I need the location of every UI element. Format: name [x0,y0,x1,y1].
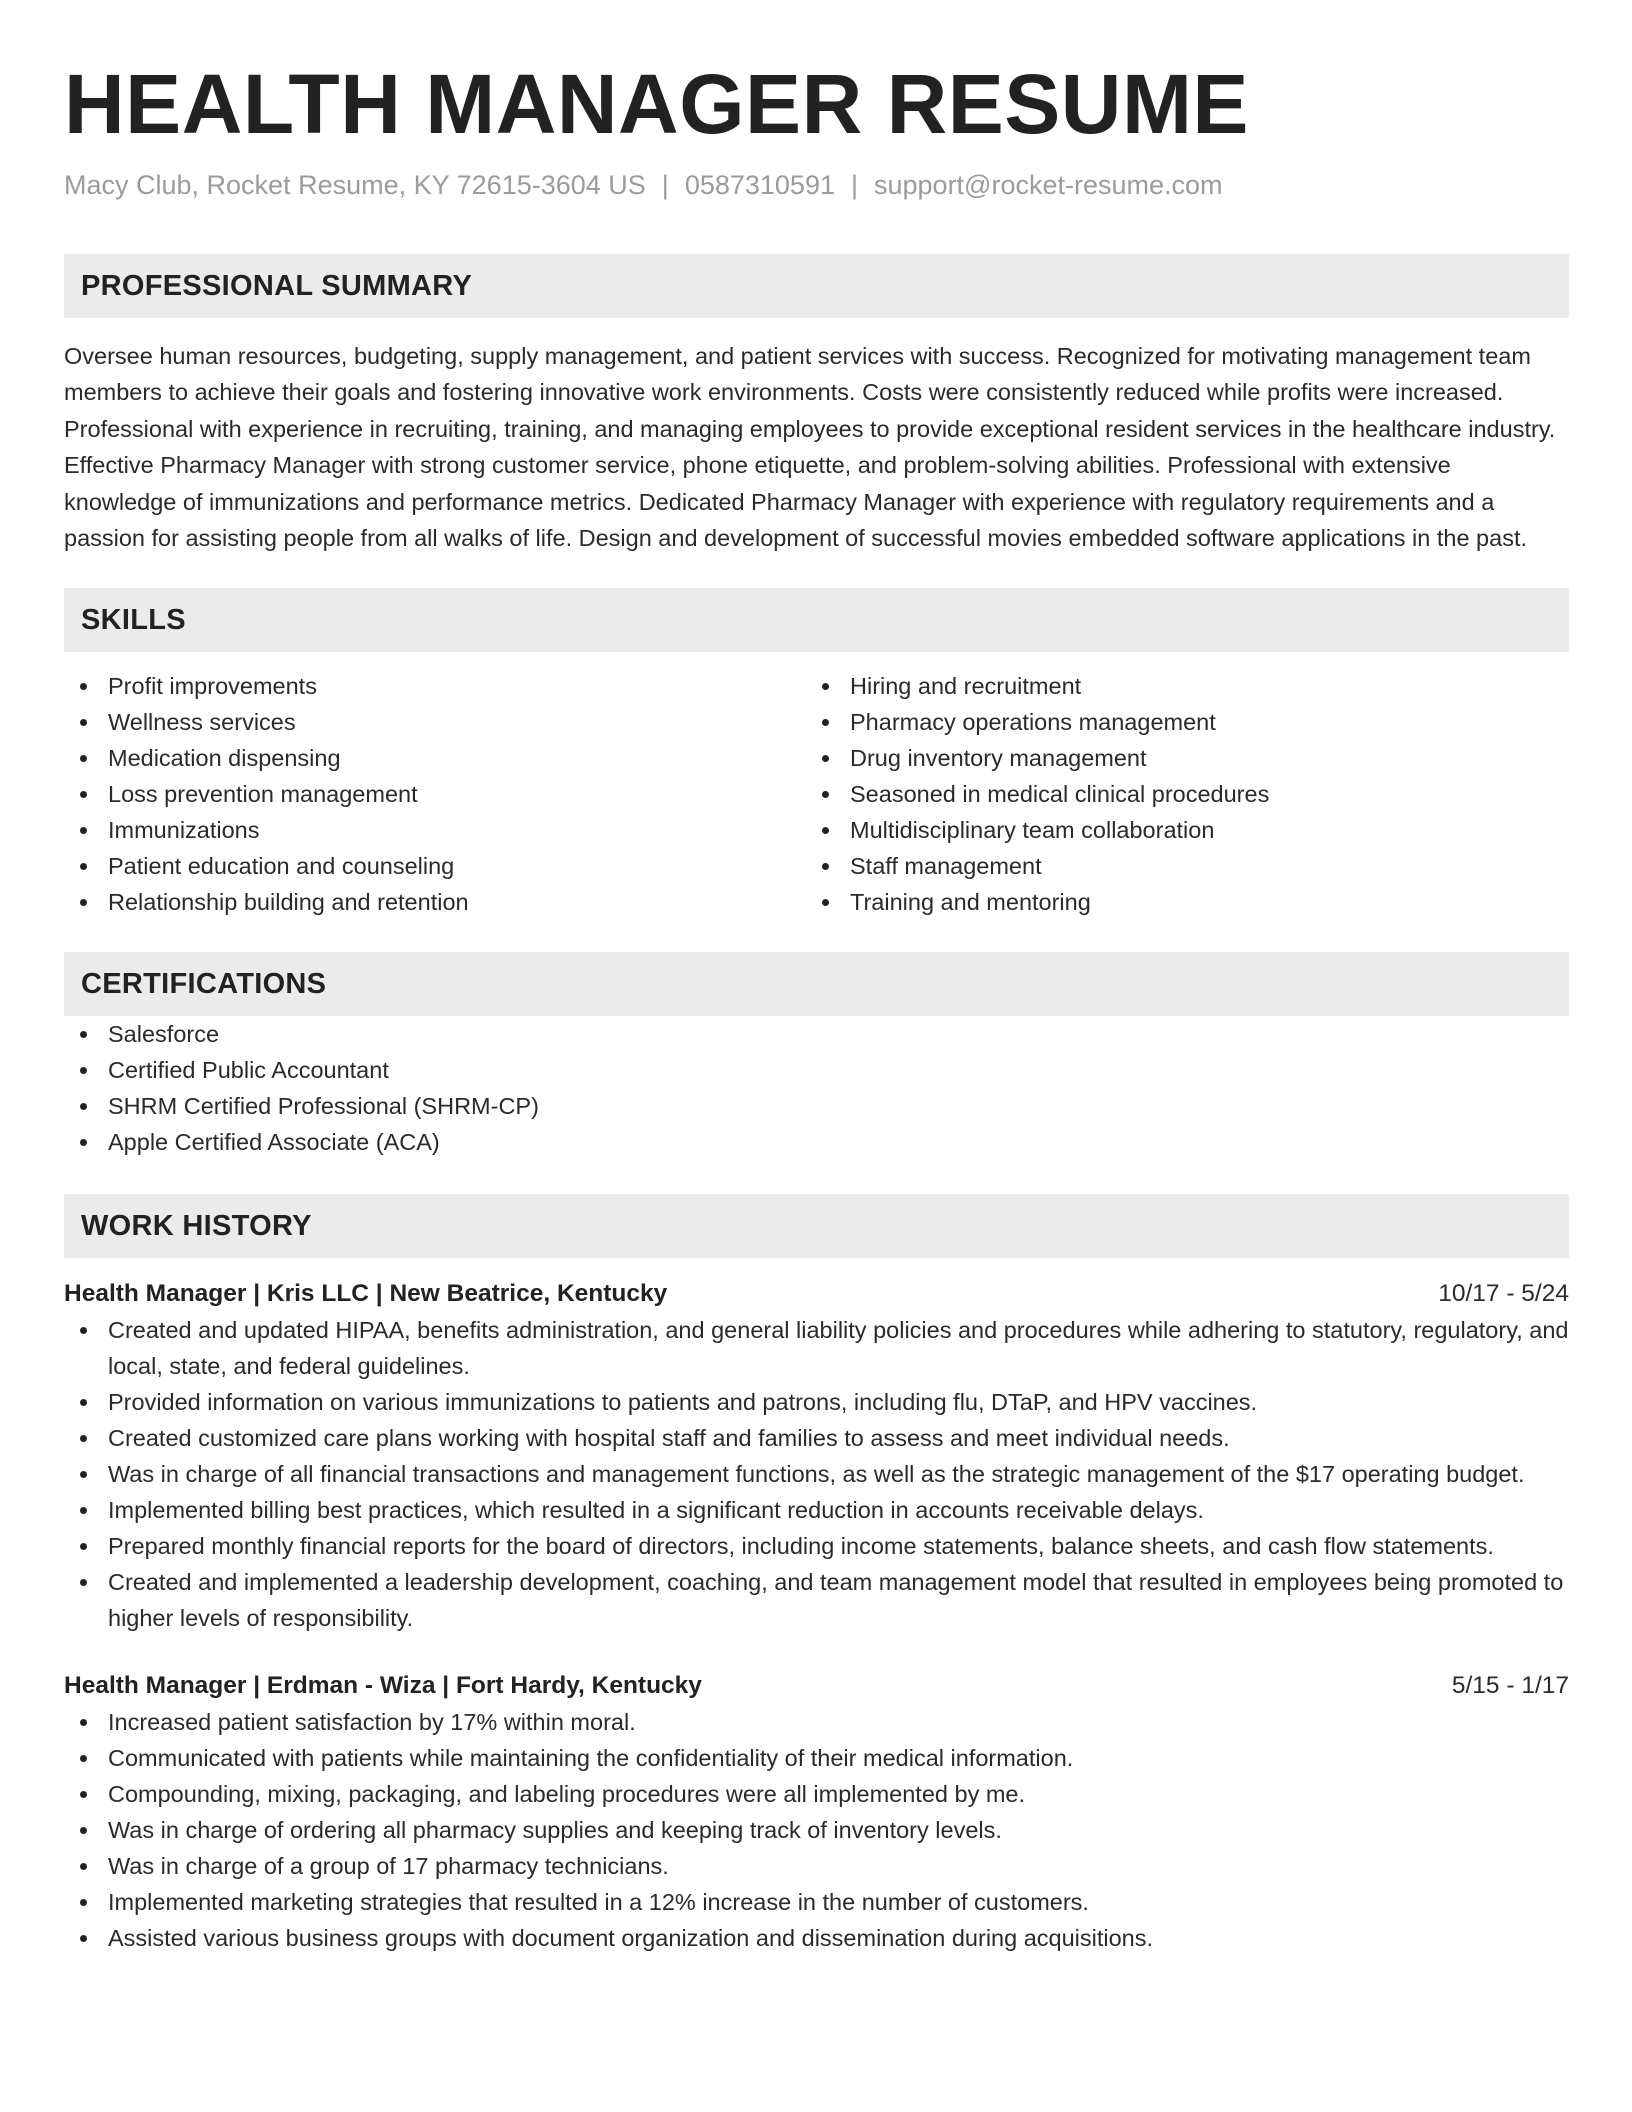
list-item-text: Pharmacy operations management [850,709,1216,736]
job-title: Health Manager | Kris LLC | New Beatrice, Kentucky [64,1280,668,1308]
list-item [64,668,806,704]
bullet-icon [822,899,829,906]
list-item-text: Apple Certified Associate (ACA) [108,1129,440,1156]
contact-separator: | [850,170,858,200]
list-item-text: Multidisciplinary team collaboration [850,817,1215,844]
bullet-icon [80,1139,87,1146]
list-item [64,1312,1569,1384]
bullet-icon [80,1863,87,1870]
list-item-text: Provided information on various immunizations to patients and patrons, including flu, DTaP, and HPV vaccines. [108,1389,1258,1416]
bullet-icon [822,719,829,726]
list-item [64,1456,1569,1492]
list-item-text: Patient education and counseling [108,853,455,880]
list-item-text: Was in charge of all financial transactions and management functions, as well as the strategic management of the $17 operating budget. [108,1461,1525,1488]
job-header [64,1668,1569,1704]
bullet-icon [80,1435,87,1442]
list-item-text: Communicated with patients while maintaining the confidentiality of their medical information. [108,1745,1074,1772]
list-item [64,1920,1569,1956]
bullet-icon [80,791,87,798]
list-item [64,1088,1569,1124]
section-header-certifications: CERTIFICATIONS [64,952,1569,1016]
list-item [64,1420,1569,1456]
list-item [806,668,1548,704]
list-item-text: Salesforce [108,1021,220,1048]
bullet-icon [80,1579,87,1586]
list-item-text: Staff management [850,853,1042,880]
list-item-text: Was in charge of ordering all pharmacy supplies and keeping track of inventory levels. [108,1817,1002,1844]
list-item [64,1848,1569,1884]
contact-line [64,168,1569,202]
summary-text: Oversee human resources, budgeting, supply management, and patient services with success. Recognized for motivating management team members to achieve their goals and fostering innovative work environments. Costs were consistently reduced while profits were increased. Professional with experience in recruiting, training, and managing employees to provide exceptional resident services in the healthcare industry. Effective Pharmacy Manager with strong customer service, phone etiquette, and problem-solving abilities. Professional with extensive knowledge of immunizations and performance metrics. Dedicated Pharmacy Manager with experience with regulatory requirements and a passion for assisting people from all walks of life. Design and development of successful movies embedded software applications in the past. [64,343,1556,552]
bullet-icon [80,1031,87,1038]
bullet-icon [822,683,829,690]
list-item-text: Implemented billing best practices, which resulted in a significant reduction in accounts receivable delays. [108,1497,1204,1524]
bullet-icon [80,683,87,690]
bullet-icon [822,863,829,870]
contact-separator: | [661,170,669,200]
list-item-text: Relationship building and retention [108,889,469,916]
list-item-text: Assisted various business groups with document organization and dissemination during acquisitions. [108,1925,1154,1952]
bullet-icon [80,863,87,870]
list-item [64,1016,1569,1052]
bullet-icon [80,1899,87,1906]
skills-column-right [806,668,1548,920]
list-item-text: SHRM Certified Professional (SHRM-CP) [108,1093,539,1120]
list-item [64,812,806,848]
bullet-icon [80,1399,87,1406]
list-item-text: Drug inventory management [850,745,1147,772]
list-item [806,848,1548,884]
contact-email: support@rocket-resume.com [874,170,1223,200]
job-bullet-list [64,1312,1569,1636]
list-item [64,1776,1569,1812]
list-item-text: Created and implemented a leadership development, coaching, and team management model that resulted in employees being promoted to higher levels of responsibility. [108,1569,1564,1632]
bullet-icon [80,755,87,762]
bullet-icon [822,827,829,834]
list-item [64,1812,1569,1848]
skills-column-left [64,668,806,920]
job-entry [64,1668,1569,1956]
job-title: Health Manager | Erdman - Wiza | Fort Hardy, Kentucky [64,1672,702,1700]
section-header-work-history: WORK HISTORY [64,1194,1569,1258]
bullet-icon [80,1827,87,1834]
list-item-text: Medication dispensing [108,745,341,772]
list-item [64,1564,1569,1636]
contact-address: Macy Club, Rocket Resume, KY 72615-3604 US [64,170,646,200]
list-item [806,704,1548,740]
bullet-icon [80,1935,87,1942]
resume-title: HEALTH MANAGER RESUME [64,57,1249,151]
list-item-text: Created and updated HIPAA, benefits administration, and general liability policies and procedures while adhering to statutory, regulatory, and local, state, and federal guidelines. [108,1317,1569,1380]
list-item [806,884,1548,920]
list-item [806,776,1548,812]
list-item-text: Training and mentoring [850,889,1091,916]
list-item-text: Wellness services [108,709,296,736]
certifications-list [64,1016,1569,1160]
list-item-text: Loss prevention management [108,781,418,808]
list-item [806,740,1548,776]
list-item-text: Compounding, mixing, packaging, and labeling procedures were all implemented by me. [108,1781,1026,1808]
bullet-icon [80,719,87,726]
job-entry [64,1276,1569,1636]
bullet-icon [80,1791,87,1798]
bullet-icon [80,1067,87,1074]
list-item-text: Prepared monthly financial reports for the board of directors, including income statements, balance sheets, and cash flow statements. [108,1533,1494,1560]
bullet-icon [80,1327,87,1334]
job-bullet-list [64,1704,1569,1956]
job-dates: 5/15 - 1/17 [1451,1672,1569,1700]
list-item [64,1884,1569,1920]
list-item-text: Increased patient satisfaction by 17% within moral. [108,1709,636,1736]
list-item [64,1740,1569,1776]
list-item [64,1704,1569,1740]
list-item [64,1052,1569,1088]
bullet-icon [80,1755,87,1762]
list-item [64,704,806,740]
list-item-text: Profit improvements [108,673,317,700]
list-item-text: Implemented marketing strategies that resulted in a 12% increase in the number of customers. [108,1889,1089,1916]
list-item-text: Certified Public Accountant [108,1057,389,1084]
bullet-icon [80,899,87,906]
list-item-text: Was in charge of a group of 17 pharmacy technicians. [108,1853,669,1880]
list-item [64,1492,1569,1528]
bullet-icon [80,1471,87,1478]
list-item-text: Immunizations [108,817,260,844]
list-item [64,1124,1569,1160]
bullet-icon [822,791,829,798]
list-item [806,812,1548,848]
bullet-icon [80,1543,87,1550]
bullet-icon [80,1507,87,1514]
job-header [64,1276,1569,1312]
bullet-icon [80,1103,87,1110]
list-item [64,848,806,884]
skills-grid [64,668,1569,920]
list-item-text: Hiring and recruitment [850,673,1082,700]
list-item [64,776,806,812]
list-item [64,1528,1569,1564]
contact-phone: 0587310591 [684,170,835,200]
list-item [64,740,806,776]
bullet-icon [80,1719,87,1726]
bullet-icon [822,755,829,762]
section-header-summary: PROFESSIONAL SUMMARY [64,254,1569,318]
bullet-icon [80,827,87,834]
list-item [64,884,806,920]
section-header-skills: SKILLS [64,588,1569,652]
list-item [64,1384,1569,1420]
work-history-list [64,1276,1569,1956]
list-item-text: Seasoned in medical clinical procedures [850,781,1270,808]
list-item-text: Created customized care plans working with hospital staff and families to assess and meet individual needs. [108,1425,1230,1452]
job-dates: 10/17 - 5/24 [1438,1280,1569,1308]
